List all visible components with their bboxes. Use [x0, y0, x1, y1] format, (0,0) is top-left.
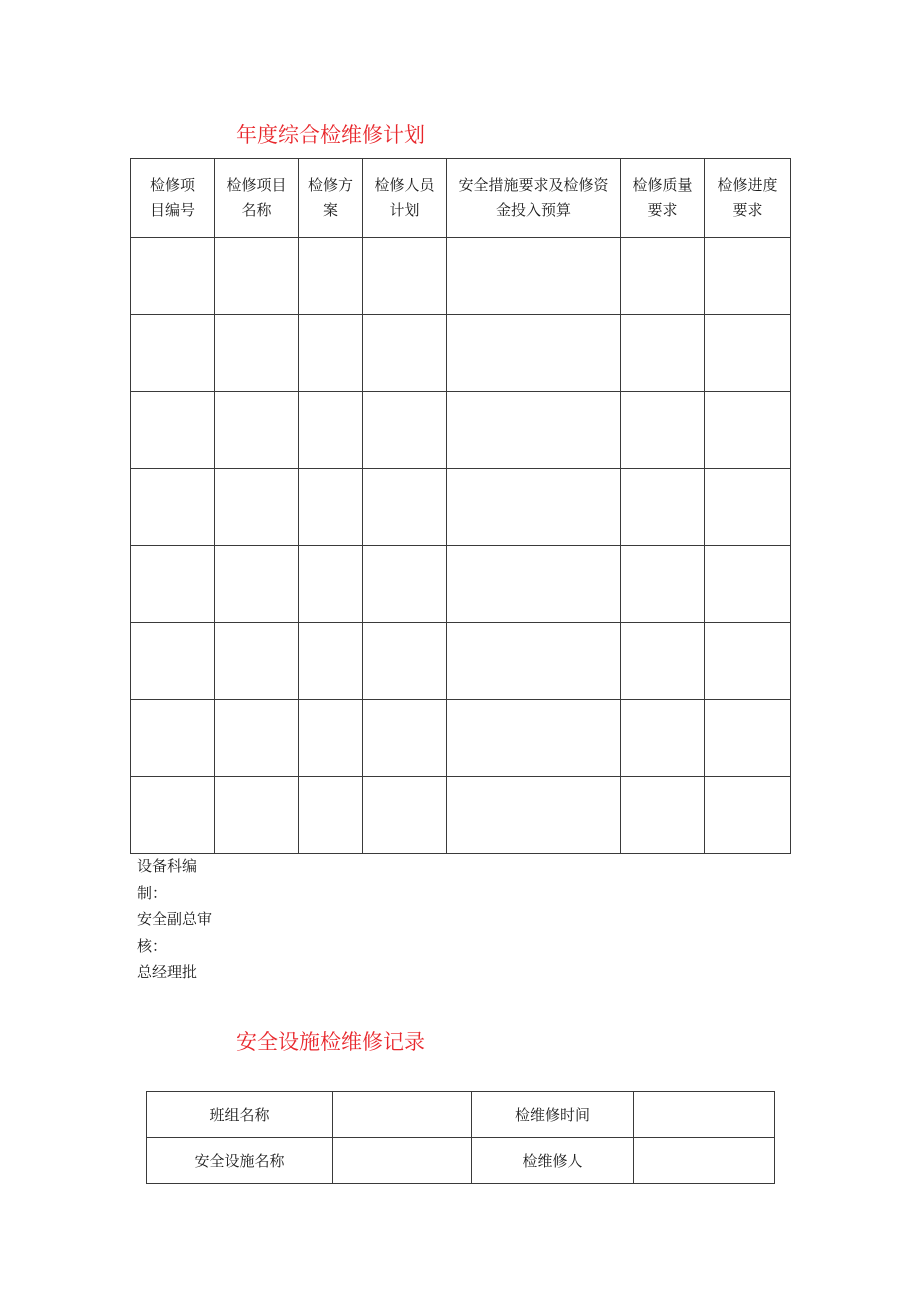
header-line: 要求	[732, 201, 763, 219]
header-progress	[705, 159, 791, 238]
table-cell[interactable]	[621, 700, 705, 777]
table-cell[interactable]	[363, 546, 447, 623]
facility-name-value[interactable]	[333, 1138, 472, 1184]
table-cell[interactable]	[131, 777, 215, 854]
team-name-value[interactable]	[333, 1092, 472, 1138]
table-cell[interactable]	[621, 623, 705, 700]
maintenance-plan-table	[130, 158, 791, 854]
table-row	[131, 700, 791, 777]
record-row	[147, 1138, 775, 1184]
table-cell[interactable]	[705, 623, 791, 700]
table-cell[interactable]	[363, 392, 447, 469]
signature-line: 核：	[137, 936, 168, 955]
header-line: 要求	[647, 201, 678, 219]
table-cell[interactable]	[447, 546, 621, 623]
table-cell[interactable]	[705, 469, 791, 546]
table-row	[131, 392, 791, 469]
maintainer-label: 检维修人	[472, 1138, 634, 1184]
table-cell[interactable]	[299, 700, 363, 777]
table-cell[interactable]	[363, 623, 447, 700]
table-cell[interactable]	[215, 700, 299, 777]
maintenance-time-value[interactable]	[634, 1092, 775, 1138]
header-line: 案	[322, 201, 338, 219]
table-cell[interactable]	[621, 777, 705, 854]
header-quality	[621, 159, 705, 238]
signature-line: 设备科编	[137, 857, 198, 875]
signature-line: 制：	[137, 883, 168, 902]
table-cell[interactable]	[621, 546, 705, 623]
header-project-number	[131, 159, 215, 238]
table-cell[interactable]	[131, 700, 215, 777]
record-title: 安全设施检维修记录	[236, 1030, 425, 1054]
table-cell[interactable]	[131, 315, 215, 392]
header-line: 计划	[389, 201, 420, 219]
table-cell[interactable]	[363, 469, 447, 546]
header-line: 目编号	[149, 201, 195, 219]
table-cell[interactable]	[299, 238, 363, 315]
table-cell[interactable]	[447, 238, 621, 315]
team-name-label: 班组名称	[147, 1092, 333, 1138]
table-cell[interactable]	[131, 238, 215, 315]
table-cell[interactable]	[131, 469, 215, 546]
header-project-name	[215, 159, 299, 238]
maintenance-record-table	[146, 1091, 775, 1184]
maintenance-time-label: 检维修时间	[472, 1092, 634, 1138]
table-row	[131, 315, 791, 392]
table-row	[131, 623, 791, 700]
table-cell[interactable]	[363, 700, 447, 777]
header-plan	[299, 159, 363, 238]
signature-line: 总经理批	[137, 963, 198, 981]
table-cell[interactable]	[215, 546, 299, 623]
table-cell[interactable]	[215, 469, 299, 546]
header-line: 安全措施要求及检修资	[458, 176, 609, 194]
table-cell[interactable]	[621, 238, 705, 315]
header-line: 名称	[241, 201, 272, 219]
table-cell[interactable]	[705, 546, 791, 623]
table-row	[131, 777, 791, 854]
plan-table-body	[131, 238, 791, 854]
table-cell[interactable]	[215, 392, 299, 469]
header-line: 金投入预算	[495, 201, 571, 219]
table-cell[interactable]	[215, 777, 299, 854]
signature-line: 安全副总审	[137, 910, 213, 928]
table-cell[interactable]	[705, 315, 791, 392]
table-cell[interactable]	[447, 469, 621, 546]
table-row	[131, 238, 791, 315]
table-cell[interactable]	[705, 392, 791, 469]
header-safety-budget	[447, 159, 621, 238]
table-cell[interactable]	[215, 623, 299, 700]
table-cell[interactable]	[299, 315, 363, 392]
table-cell[interactable]	[705, 777, 791, 854]
table-cell[interactable]	[299, 623, 363, 700]
signature-block	[137, 853, 237, 986]
table-cell[interactable]	[299, 546, 363, 623]
maintainer-value[interactable]	[634, 1138, 775, 1184]
table-cell[interactable]	[705, 238, 791, 315]
table-cell[interactable]	[215, 315, 299, 392]
table-cell[interactable]	[363, 238, 447, 315]
table-cell[interactable]	[447, 700, 621, 777]
table-row	[131, 546, 791, 623]
table-cell[interactable]	[363, 777, 447, 854]
header-line: 检修方	[307, 176, 353, 194]
header-line: 检修项目	[226, 176, 287, 194]
table-cell[interactable]	[299, 469, 363, 546]
table-cell[interactable]	[447, 392, 621, 469]
table-cell[interactable]	[215, 238, 299, 315]
table-cell[interactable]	[131, 546, 215, 623]
header-line: 检修项	[149, 176, 195, 194]
record-row	[147, 1092, 775, 1138]
table-cell[interactable]	[621, 315, 705, 392]
table-cell[interactable]	[447, 315, 621, 392]
table-cell[interactable]	[621, 392, 705, 469]
table-cell[interactable]	[363, 315, 447, 392]
header-personnel	[363, 159, 447, 238]
table-cell[interactable]	[447, 623, 621, 700]
header-line: 检修进度	[717, 176, 778, 194]
facility-name-label: 安全设施名称	[147, 1138, 333, 1184]
table-cell[interactable]	[299, 777, 363, 854]
table-cell[interactable]	[705, 700, 791, 777]
table-cell[interactable]	[447, 777, 621, 854]
header-line: 检修质量	[632, 176, 693, 194]
table-header-row	[131, 159, 791, 238]
table-cell[interactable]	[131, 392, 215, 469]
table-row	[131, 469, 791, 546]
table-cell[interactable]	[131, 623, 215, 700]
table-cell[interactable]	[299, 392, 363, 469]
plan-title: 年度综合检维修计划	[236, 123, 425, 147]
table-cell[interactable]	[621, 469, 705, 546]
header-line: 检修人员	[374, 176, 435, 194]
